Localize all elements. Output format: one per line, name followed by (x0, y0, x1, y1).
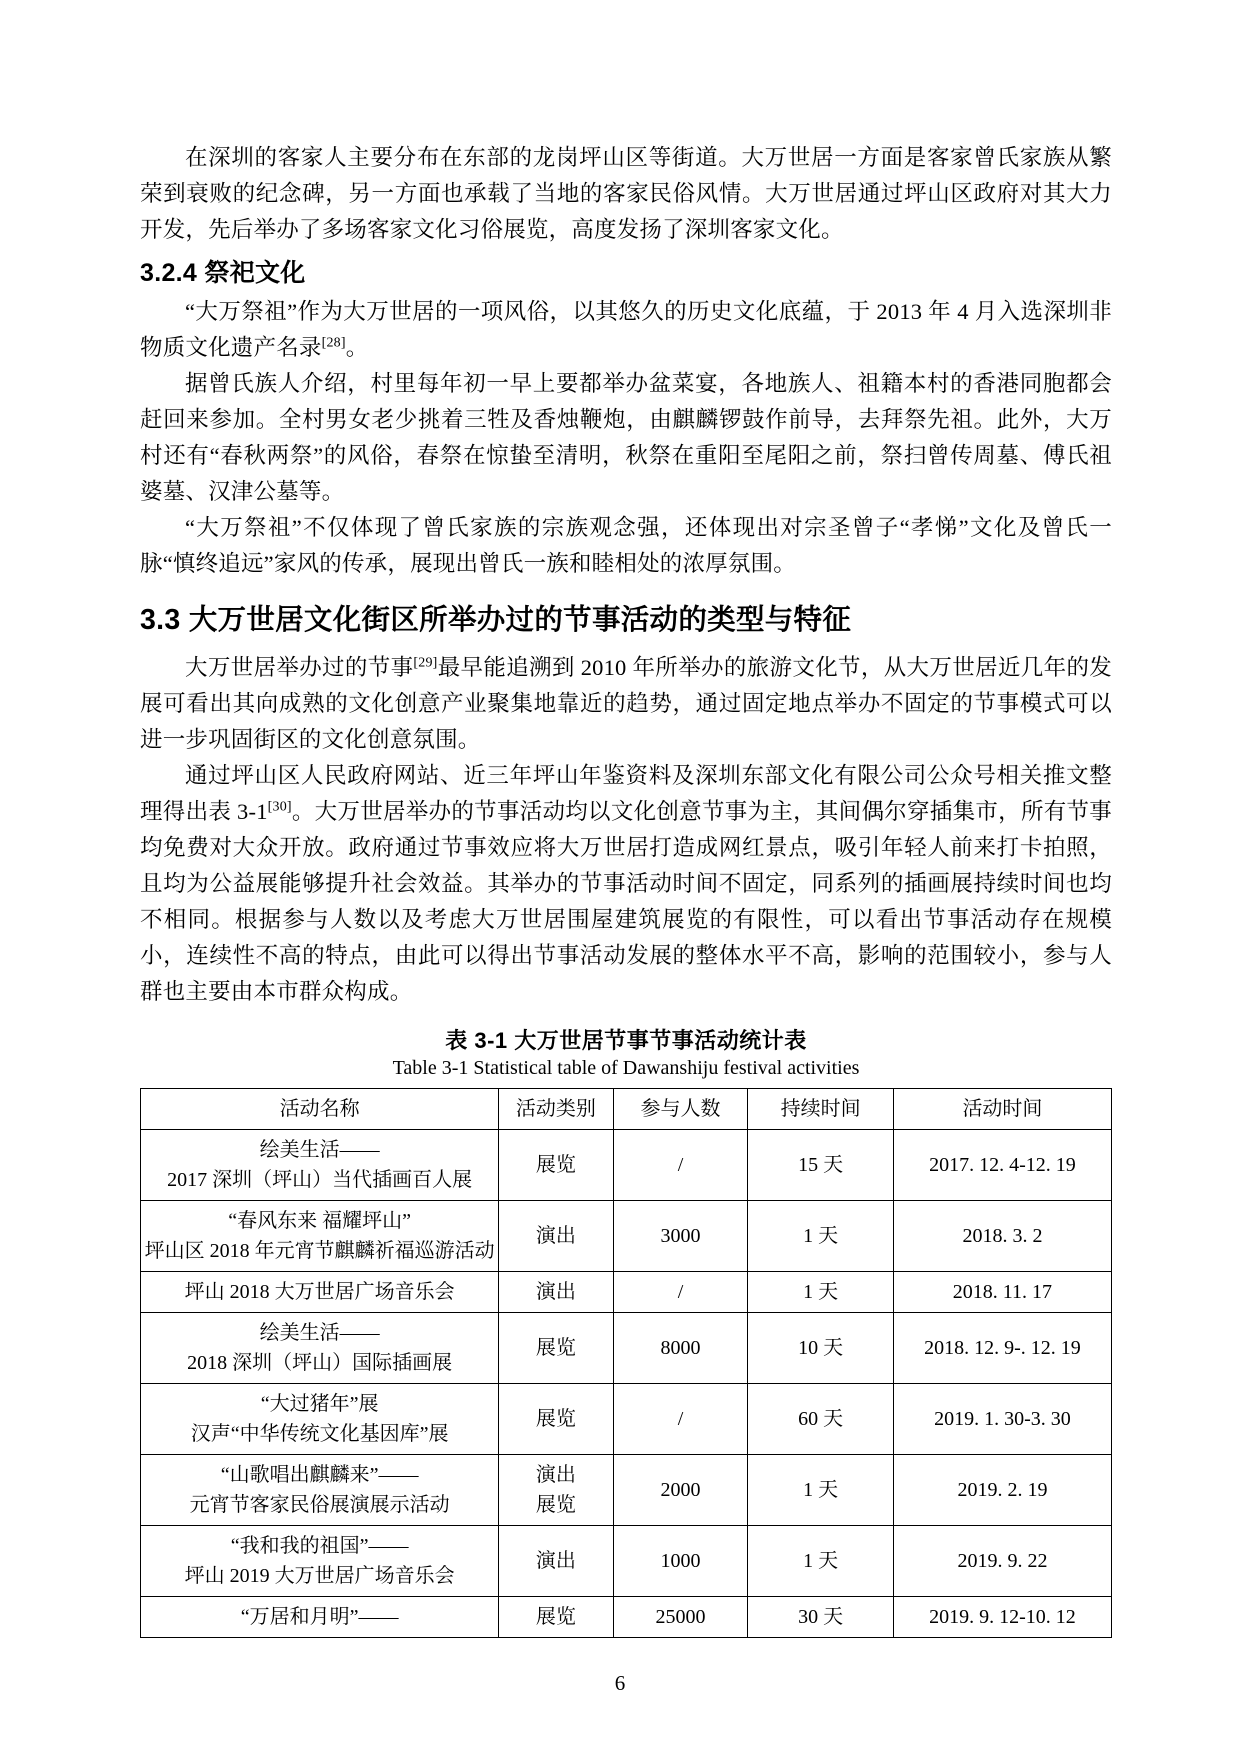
cell-activity-type (499, 1130, 613, 1201)
activity-name-line-2: 2018 深圳（坪山）国际插画展 (187, 1352, 453, 1374)
cell-participants: / (613, 1272, 748, 1313)
activity-type-line: 演出 (535, 1550, 576, 1572)
paragraph-1: 在深圳的客家人主要分布在东部的龙岗坪山区等街道。大万世居一方面是客家曾氏家族从繁荣到衰败的纪念碑，另一方面也承载了当地的客家民俗风情。大万世居通过坪山区政府对其大力开发，先后举办了多场客家文化习俗展览，高度发扬了深圳客家文化。 (140, 145, 1112, 242)
cell-date: 2018. 3. 2 (893, 1201, 1111, 1272)
cell-activity-name (141, 1384, 499, 1455)
cell-date: 2019. 9. 12-10. 12 (893, 1597, 1111, 1638)
paragraph-2-text: “大万祭祖”作为大万世居的一项风俗，以其悠久的历史文化底蕴，于 2013 年 4 月入选深圳非物质文化遗产名录 (140, 299, 1112, 360)
cell-activity-name (141, 1597, 499, 1638)
paragraph-4: “大万祭祖”不仅体现了曾氏家族的宗族观念强，还体现出对宗圣曾子“孝悌”文化及曾氏一脉“慎终追远”家风的传承，展现出曾氏一族和睦相处的浓厚氛围。 (140, 515, 1112, 576)
table-row (141, 1526, 1112, 1597)
table-row (141, 1455, 1112, 1526)
cell-activity-type (499, 1526, 613, 1597)
cell-activity-name (141, 1313, 499, 1384)
cell-duration: 1 天 (748, 1272, 893, 1313)
cell-duration: 30 天 (748, 1597, 893, 1638)
cell-date: 2018. 11. 17 (893, 1272, 1111, 1313)
cell-activity-type (499, 1272, 613, 1313)
cell-duration: 1 天 (748, 1526, 893, 1597)
column-header-duration: 持续时间 (748, 1089, 893, 1130)
activity-name-line-2: 2017 深圳（坪山）当代插画百人展 (167, 1169, 473, 1191)
cell-activity-type (499, 1313, 613, 1384)
activity-name-line-2: 元宵节客家民俗展演展示活动 (189, 1494, 450, 1516)
activity-type-line: 演出 (535, 1464, 576, 1486)
activity-name-line-1: “大过猪年”展 (260, 1393, 379, 1415)
paragraph-3: 据曾氏族人介绍，村里每年初一早上要都举办盆菜宴，各地族人、祖籍本村的香港同胞都会赶回来参加。全村男女老少挑着三牲及香烛鞭炮，由麒麟锣鼓作前导，去拜祭先祖。此外，大万村还有“春秋两祭”的风俗，春祭在惊蛰至清明，秋祭在重阳至尾阳之前，祭扫曾传周墓、傅氏祖婆墓、汉津公墓等。 (140, 371, 1112, 504)
column-header-people: 参与人数 (613, 1089, 748, 1130)
reference-29: [29] (413, 655, 438, 671)
table-row (141, 1384, 1112, 1455)
activity-name-line-2: 汉声“中华传统文化基因库”展 (190, 1423, 449, 1445)
activity-name-line-2: 坪山区 2018 年元宵节麒麟祈福巡游活动 (144, 1240, 495, 1262)
cell-date: 2019. 1. 30-3. 30 (893, 1384, 1111, 1455)
cell-activity-type (499, 1201, 613, 1272)
heading-3-3: 3.3 大万世居文化街区所举办过的节事活动的类型与特征 (140, 604, 852, 636)
paragraph-5 (140, 650, 1112, 758)
cell-participants: 3000 (613, 1201, 748, 1272)
heading-3-2-4: 3.2.4 祭祀文化 (140, 259, 306, 287)
activity-type-line: 展览 (535, 1494, 576, 1516)
table-row (141, 1130, 1112, 1201)
cell-duration: 1 天 (748, 1201, 893, 1272)
cell-duration: 10 天 (748, 1313, 893, 1384)
activity-name-line-1: “万居和月明”—— (240, 1606, 399, 1628)
cell-activity-type (499, 1597, 613, 1638)
paragraph-6-tail: 。大万世居举办的节事活动均以文化创意节事为主，其间偶尔穿插集市，所有节事均免费对大众开放。政府通过节事效应将大万世居打造成网红景点，吸引年轻人前来打卡拍照，且均为公益展能够提升社会效益。其举办的节事活动时间不固定，同系列的插画展持续时间也均不相同。根据参与人数以及考虑大万世居围屋建筑展览的有限性，可以看出节事活动存在规模小，连续性不高的特点，由此可以得出节事活动发展的整体水平不高，影响的范围较小，参与人群也主要由本市群众构成。 (140, 799, 1112, 1004)
table-row (141, 1313, 1112, 1384)
activity-type-line: 展览 (535, 1337, 576, 1359)
activity-type-line: 演出 (535, 1281, 576, 1303)
cell-activity-type (499, 1384, 613, 1455)
cell-participants: 2000 (613, 1455, 748, 1526)
cell-date: 2019. 2. 19 (893, 1455, 1111, 1526)
activity-name-line-1: 绘美生活—— (259, 1322, 380, 1344)
page-number: 6 (614, 1671, 626, 1695)
reference-30: [30] (267, 799, 292, 815)
cell-activity-name (141, 1455, 499, 1526)
activity-type-line: 演出 (535, 1225, 576, 1247)
activity-name-line-1: “山歌唱出麒麟来”—— (220, 1464, 419, 1486)
paragraph-5-text: 大万世居举办过的节事 (185, 655, 414, 680)
activity-type-line: 展览 (535, 1154, 576, 1176)
festival-activities-table (140, 1088, 1112, 1638)
column-header-type: 活动类别 (499, 1089, 613, 1130)
paragraph-2 (140, 294, 1112, 366)
table-title-english: Table 3-1 Statistical table of Dawanshiju festival activities (392, 1057, 860, 1079)
cell-participants: 25000 (613, 1597, 748, 1638)
activity-name-line-1: 坪山 2018 大万世居广场音乐会 (184, 1281, 455, 1303)
cell-date: 2017. 12. 4-12. 19 (893, 1130, 1111, 1201)
activity-name-line-1: “我和我的祖国”—— (230, 1535, 409, 1557)
table-header-row (141, 1089, 1112, 1130)
activity-name-line-1: “春风东来 福耀坪山” (228, 1210, 412, 1232)
table-row (141, 1272, 1112, 1313)
activity-type-line: 展览 (535, 1606, 576, 1628)
cell-participants: / (613, 1384, 748, 1455)
paragraph-5-tail: 最早能追溯到 2010 年所举办的旅游文化节，从大万世居近几年的发展可看出其向成熟的文化创意产业聚集地靠近的趋势，通过固定地点举办不固定的节事模式可以进一步巩固街区的文化创意氛围。 (140, 655, 1112, 752)
cell-activity-type (499, 1455, 613, 1526)
reference-28: [28] (321, 335, 346, 351)
cell-activity-name (141, 1526, 499, 1597)
cell-date: 2019. 9. 22 (893, 1526, 1111, 1597)
activity-type-line: 展览 (535, 1408, 576, 1430)
activity-name-line-2: 坪山 2019 大万世居广场音乐会 (184, 1565, 455, 1587)
cell-duration: 60 天 (748, 1384, 893, 1455)
paragraph-6 (140, 758, 1112, 1010)
cell-activity-name (141, 1201, 499, 1272)
paragraph-2-tail: 。 (345, 335, 369, 360)
cell-activity-name (141, 1130, 499, 1201)
cell-participants: / (613, 1130, 748, 1201)
cell-participants: 8000 (613, 1313, 748, 1384)
activity-name-line-1: 绘美生活—— (259, 1139, 380, 1161)
column-header-name: 活动名称 (141, 1089, 499, 1130)
cell-duration: 15 天 (748, 1130, 893, 1201)
paragraph-6-text: 通过坪山区人民政府网站、近三年坪山年鉴资料及深圳东部文化有限公司公众号相关推文整理得出表 3-1 (140, 763, 1112, 824)
table-row (141, 1201, 1112, 1272)
cell-participants: 1000 (613, 1526, 748, 1597)
cell-date: 2018. 12. 9-. 12. 19 (893, 1313, 1111, 1384)
column-header-date: 活动时间 (893, 1089, 1111, 1130)
table-row (141, 1597, 1112, 1638)
cell-duration: 1 天 (748, 1455, 893, 1526)
table-title-chinese: 表 3-1 大万世居节事节事活动统计表 (445, 1028, 807, 1053)
cell-activity-name (141, 1272, 499, 1313)
